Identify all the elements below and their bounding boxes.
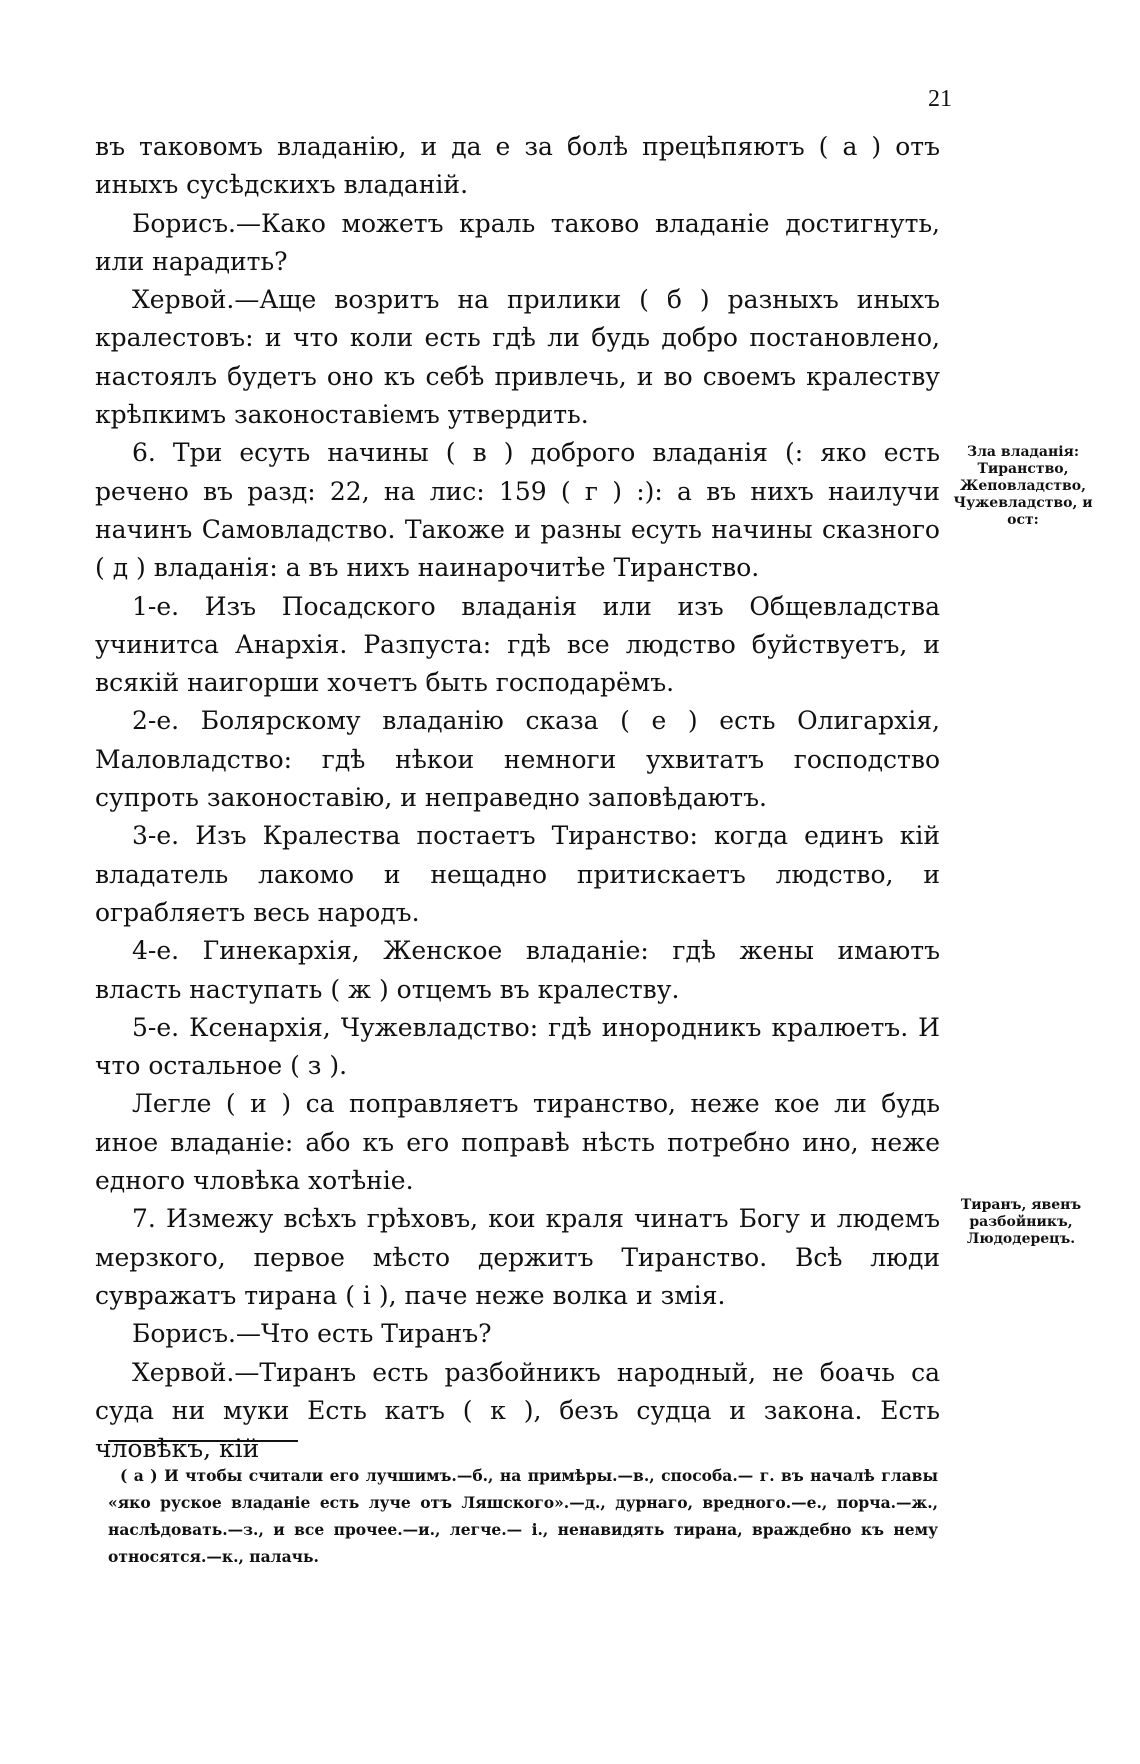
paragraph: Борисъ.—Како можетъ краль таково владаніе достигнуть, или нарадить? [95, 208, 940, 276]
main-text [95, 128, 940, 1468]
paragraph: Легле ( и ) са поправляетъ тиранство, неже кое ли будь иное владаніе: або къ его поправѣ нѣсть потребно ино, неже едного чловѣка хотѣніе. [95, 1089, 940, 1196]
paragraph: 4-е. Гинекархія, Женское владаніе: гдѣ жены имаютъ власть наступать ( ж ) отцемъ въ кралеству. [95, 936, 940, 1004]
paragraph: Хервой.—Аще возритъ на прилики ( б ) разныхъ иныхъ кралестовъ: и что коли есть гдѣ ли будь добро постановлено, настоялъ будетъ оно къ себѣ привлечь, и во своемъ кралеству крѣпкимъ законоставіемъ утвердить. [95, 285, 940, 430]
paragraph: 2-е. Болярскому владанію сказа ( е ) есть Олигархія, Маловладство: гдѣ нѣкои немноги ухвитатъ господство супроть законоставію, и неправедно заповѣдаютъ. [95, 706, 940, 813]
paragraph: Борисъ.—Что есть Тиранъ? [132, 1319, 492, 1349]
footnotes [108, 1462, 938, 1570]
paragraph: 1-е. Изъ Посадского владанія или изъ Общевладства учинитса Анархія. Разпуста: гдѣ все людство буйствуетъ, и всякій наигорши хочетъ быть господарёмъ. [95, 591, 940, 698]
paragraph: въ таковомъ владанію, и да е за болѣ прецѣпяютъ ( а ) отъ иныхъ сусѣдскихъ владаній. [95, 132, 940, 200]
paragraph: 3-е. Изъ Кралества постаетъ Тиранство: когда единъ кій владатель лакомо и нещадно притискаетъ людство, и ограбляетъ весь народъ. [95, 821, 940, 927]
footnote-divider [108, 1440, 298, 1442]
paragraph: Хервой.—Тиранъ есть разбойникъ народный, не боачь са суда ни муки Есть катъ ( к ), безъ судца и закона. Есть чловѣкъ, кій [95, 1357, 940, 1464]
margin-note: Тиранъ, явенъ разбойникъ, Людодерецъ. [960, 1197, 1082, 1247]
page-number: 21 [928, 86, 952, 112]
paragraph: 5-е. Ксенархія, Чужевладство: гдѣ инородникъ кралюетъ. И что остальное ( з ). [95, 1012, 940, 1081]
paragraph: 7. Измежу всѣхъ грѣховъ, кои краля чинатъ Богу и людемъ мерзкого, первое мѣсто держитъ Тиранство. Всѣ люди суврaжатъ тирана ( і ), паче неже волка и змія. [95, 1204, 940, 1310]
margin-note: Зла владанія: Тиранство, Жеповладство, Чужевладство, и ост: [953, 444, 1093, 528]
footnote: ( а ) И чтобы считали его лучшимъ.—б., на примѣры.—в., способа.— г. въ началѣ главы «яко руское владаніе есть луче отъ Ляшского».—д., дурнаго, вредного.—е., порча.—ж., наслѣдовать.—з., и все прочее.—и., легче.— і., ненавидять тирана, враждебно къ нему относятся.—к., палачь. [108, 1466, 938, 1566]
paragraph: 6. Три есуть начины ( в ) доброго владанія (: яко есть речено въ разд: 22, на лис: 159 ( г ) :): а въ нихъ наилучи начинъ Самовладство. Такоже и разны есуть начины сказного ( д ) владанія: а въ нихъ наинарочитѣе Тиранство. [95, 438, 940, 583]
